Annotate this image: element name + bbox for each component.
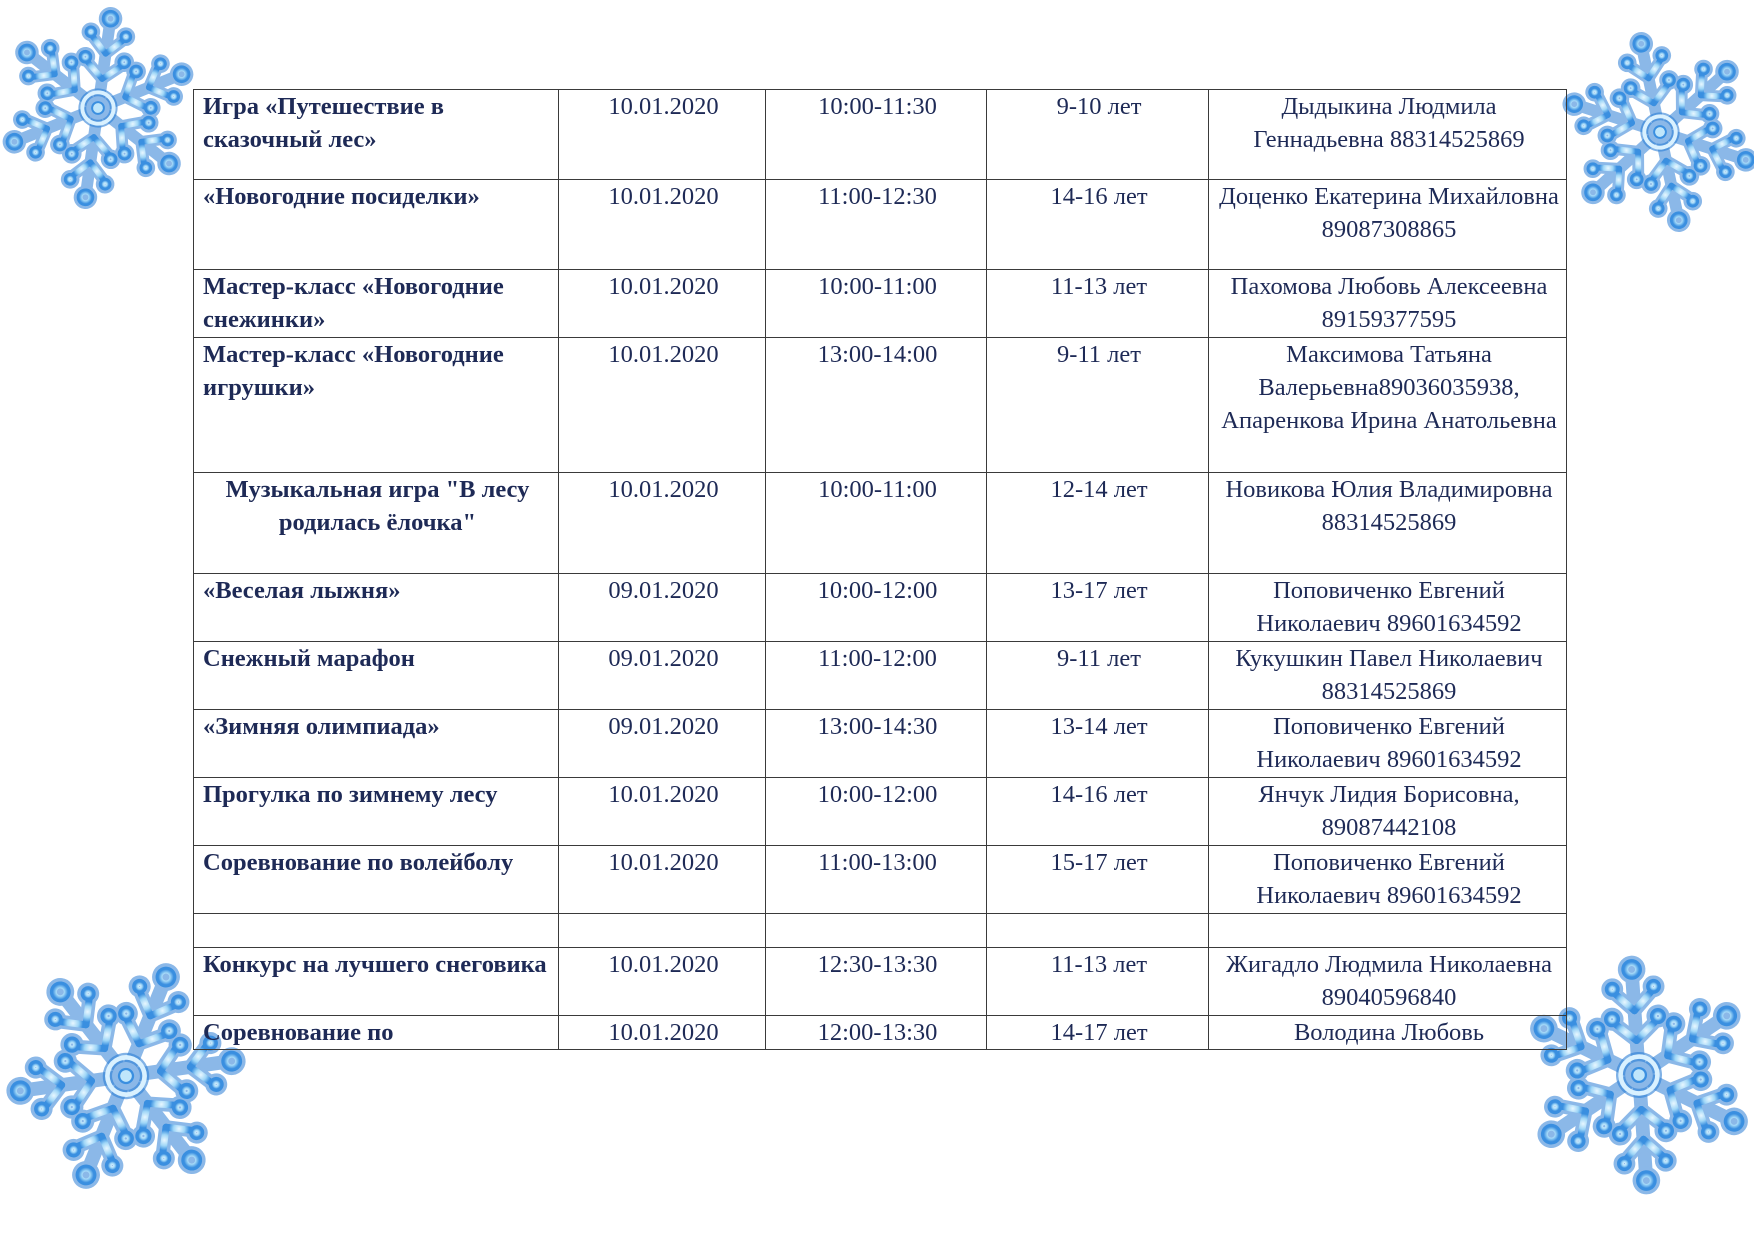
snowflake-icon [1562,34,1754,230]
event-time: 10:00-11:30 [766,90,987,180]
event-title: Мастер-класс «Новогодние снежинки» [194,270,559,338]
events-schedule-table [193,89,1567,1050]
event-title: «Зимняя олимпиада» [194,710,559,778]
event-time: 12:00-13:30 [766,1016,987,1050]
table-row [194,948,1567,1016]
event-age: 11-13 лет [987,948,1209,1016]
event-date: 09.01.2020 [559,574,766,642]
event-time: 11:00-12:30 [766,180,987,270]
event-time: 11:00-12:00 [766,642,987,710]
event-contact: Жигадло Людмила Николаевна 89040596840 [1209,948,1567,1016]
event-contact: Доценко Екатерина Михайловна 89087308865 [1209,180,1567,270]
event-date: 10.01.2020 [559,90,766,180]
event-contact: Поповиченко Евгений Николаевич 89601634592 [1209,846,1567,914]
table-row [194,473,1567,574]
table-row [194,778,1567,846]
table-row [194,90,1567,180]
event-contact: Новикова Юлия Владимировна 88314525869 [1209,473,1567,574]
event-title: Соревнование по [194,1016,559,1050]
event-age: 13-14 лет [987,710,1209,778]
table-row [194,574,1567,642]
event-date: 10.01.2020 [559,338,766,473]
table-row [194,846,1567,914]
event-date: 10.01.2020 [559,948,766,1016]
event-age: 14-17 лет [987,1016,1209,1050]
event-date: 10.01.2020 [559,270,766,338]
event-contact: Поповиченко Евгений Николаевич 89601634592 [1209,574,1567,642]
event-title: Снежный марафон [194,642,559,710]
event-title: Соревнование по волейболу [194,846,559,914]
event-age: 15-17 лет [987,846,1209,914]
table-row [194,338,1567,473]
event-age: 9-10 лет [987,90,1209,180]
table-row [194,270,1567,338]
event-contact: Володина Любовь [1209,1016,1567,1050]
event-contact: Кукушкин Павел Николаевич 88314525869 [1209,642,1567,710]
event-title: Конкурс на лучшего снеговика [194,948,559,1016]
event-time: 10:00-11:00 [766,473,987,574]
event-time: 12:30-13:30 [766,948,987,1016]
event-time: 10:00-12:00 [766,778,987,846]
snowflake-icon [0,10,196,206]
event-title [194,914,559,948]
event-contact: Поповиченко Евгений Николаевич 89601634592 [1209,710,1567,778]
event-time: 10:00-12:00 [766,574,987,642]
event-date: 10.01.2020 [559,846,766,914]
event-age [987,914,1209,948]
event-date: 10.01.2020 [559,778,766,846]
event-title: Музыкальная игра "В лесу родилась ёлочка" [194,473,559,574]
event-contact: Янчук Лидия Борисовна, 89087442108 [1209,778,1567,846]
event-date [559,914,766,948]
event-age: 9-11 лет [987,642,1209,710]
event-time: 11:00-13:00 [766,846,987,914]
table-row-empty [194,914,1567,948]
event-title: «Веселая лыжня» [194,574,559,642]
event-date: 09.01.2020 [559,642,766,710]
event-date: 10.01.2020 [559,473,766,574]
event-age: 14-16 лет [987,778,1209,846]
event-contact: Дыдыкина Людмила Геннадьевна 88314525869 [1209,90,1567,180]
event-date: 09.01.2020 [559,710,766,778]
event-title: Прогулка по зимнему лесу [194,778,559,846]
event-age: 14-16 лет [987,180,1209,270]
event-contact: Пахомова Любовь Алексеевна 89159377595 [1209,270,1567,338]
event-date: 10.01.2020 [559,180,766,270]
event-title: Игра «Путешествие в сказочный лес» [194,90,559,180]
table-row [194,710,1567,778]
event-title: Мастер-класс «Новогодние игрушки» [194,338,559,473]
table-row [194,642,1567,710]
event-age: 12-14 лет [987,473,1209,574]
event-time [766,914,987,948]
event-age: 11-13 лет [987,270,1209,338]
event-contact [1209,914,1567,948]
event-age: 9-11 лет [987,338,1209,473]
table-row [194,180,1567,270]
event-date: 10.01.2020 [559,1016,766,1050]
table-row [194,1016,1567,1050]
event-time: 10:00-11:00 [766,270,987,338]
event-title: «Новогодние посиделки» [194,180,559,270]
event-time: 13:00-14:30 [766,710,987,778]
event-contact: Максимова Татьяна Валерьевна89036035938, Апаренкова Ирина Анатольевна [1209,338,1567,473]
event-time: 13:00-14:00 [766,338,987,473]
event-age: 13-17 лет [987,574,1209,642]
